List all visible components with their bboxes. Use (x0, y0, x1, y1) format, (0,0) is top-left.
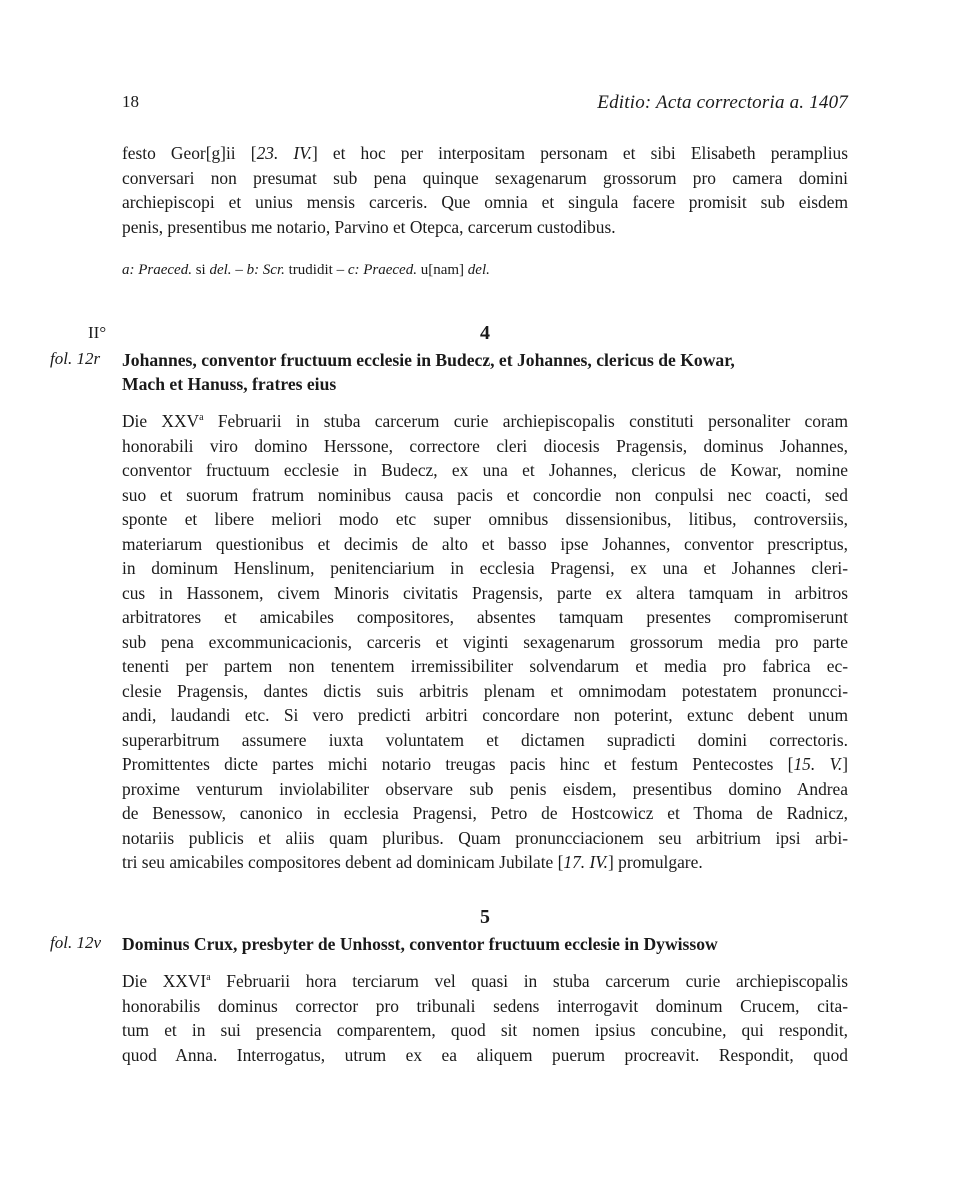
running-head (122, 92, 848, 116)
text-line: sub pena excommunicacionis, carceris et viginti sexagenarum grossorum media pro parte (122, 631, 848, 652)
text-line: cus in Hassonem, civem Minoris civitatis Pragensis, parte ex altera tamquam in arbitros (122, 582, 848, 603)
text-line: suo et suorum fratrum nominibus causa pacis et concordie non conpulsi nec coacti, sed (122, 484, 848, 505)
section-number-5: 5 (480, 906, 490, 928)
margin-roman-numeral: II° (88, 323, 107, 342)
section-4-body (122, 409, 848, 875)
continued-paragraph (122, 141, 848, 239)
textual-notes: a: Praeced. si del. – b: Scr. trudidit – c: Praeced. u[nam] del. (122, 262, 490, 278)
text-line: archiepiscopi et unius mensis carceris. Que omnia et singula facere promisit sub eisdem (122, 192, 848, 212)
text-line: materiarum questionibus et decimis de alto et basso ipse Johannes, conventor prescriptus, (122, 533, 848, 554)
text-line: tri seu amicabiles compositores debent ad dominicam Jubilate [17. IV.] promulgare. (122, 852, 703, 872)
text-line: honorabilis dominus corrector pro tribunali sedens interrogavit dominum Crucem, cita- (122, 995, 848, 1016)
text-line: in dominum Henslinum, penitenciarium in ecclesia Pragensi, ex una et Johannes cleri- (122, 558, 848, 578)
section-number-4: 4 (480, 322, 490, 344)
text-line: tenenti per partem non tenentem irremissibiliter solvendarum et media pro fabrica ec- (122, 656, 848, 676)
margin-folio-12r: fol. 12r (50, 349, 101, 368)
section-5-heading: Dominus Crux, presbyter de Unhosst, conventor fructuum ecclesie in Dywissow (122, 934, 718, 954)
text-line: Promittentes dicte partes michi notario treugas pacis hinc et festum Pentecostes [15. V.] (122, 754, 848, 774)
running-title: Editio: Acta correctoria a. 1407 (597, 92, 848, 113)
text-line: festo Geor[g]ii [23. IV.] et hoc per interpositam personam et sibi Elisabeth peramplius (122, 143, 848, 163)
page-number: 18 (122, 92, 139, 111)
text-line: penis, presentibus me notario, Parvino et Otepca, carcerum custodibus. (122, 216, 616, 237)
text-line: conversari non presumat sub pena quinque sexagenarum grossorum pro camera domini (122, 167, 848, 188)
section-5-body (122, 969, 848, 1067)
text-line: proxime venturum inviolabiliter observare sub penis eisdem, presentibus domino Andrea (122, 778, 848, 799)
text-line: de Benessow, canonico in ecclesia Pragensi, Petro de Hostcowicz et Thoma de Radnicz, (122, 803, 848, 823)
margin-folio-12v: fol. 12v (50, 933, 101, 952)
text-line: superarbitrum assumere iuxta voluntatem et dictamen supradicti domini correctoris. (122, 729, 848, 750)
text-line: arbitratores et amicabiles compositores, absentes tamquam presentes compromiserunt (122, 607, 848, 627)
text-line: andi, laudandi etc. Si vero predicti arbitri concordare non poterint, extunc debent unum (122, 705, 848, 725)
section-4-heading: Johannes, conventor fructuum ecclesie in Budecz, et Johannes, clericus de Kowar, Mach et Hanuss, fratres eius (122, 350, 735, 394)
text-line: quod Anna. Interrogatus, utrum ex ea aliquem puerum procreavit. Respondit, quod (122, 1044, 848, 1065)
text-line: clesie Pragensis, dantes dictis suis arbitris plenam et omnimodam potestatem pronuncci- (122, 680, 848, 701)
text-line: tum et in sui presencia comparentem, quod sit nomen ipsius concubine, qui respondit, (122, 1020, 848, 1040)
text-line: honorabili viro domino Herssone, correctore cleri diocesis Pragensis, dominus Johannes, (122, 435, 848, 456)
text-line: Die XXVI$^a$ Februarii hora terciarum vel quasi in stuba carcerum curie archiepiscopalis (122, 971, 848, 991)
text-line: sponte et libere meliori modo etc super omnibus dissensionibus, litibus, controversiis, (122, 509, 848, 529)
text-line: Die XXV$^a$ Februarii in stuba carcerum curie archiepiscopalis constituti personaliter coram (122, 411, 848, 431)
text-line: conventor fructuum ecclesie in Budecz, ex una et Johannes, clericus de Kowar, nomine (122, 460, 848, 480)
text-line: notariis publicis et aliis quam pluribus. Quam pronuncciacionem seu arbitrium ipsi arbi- (122, 827, 848, 848)
